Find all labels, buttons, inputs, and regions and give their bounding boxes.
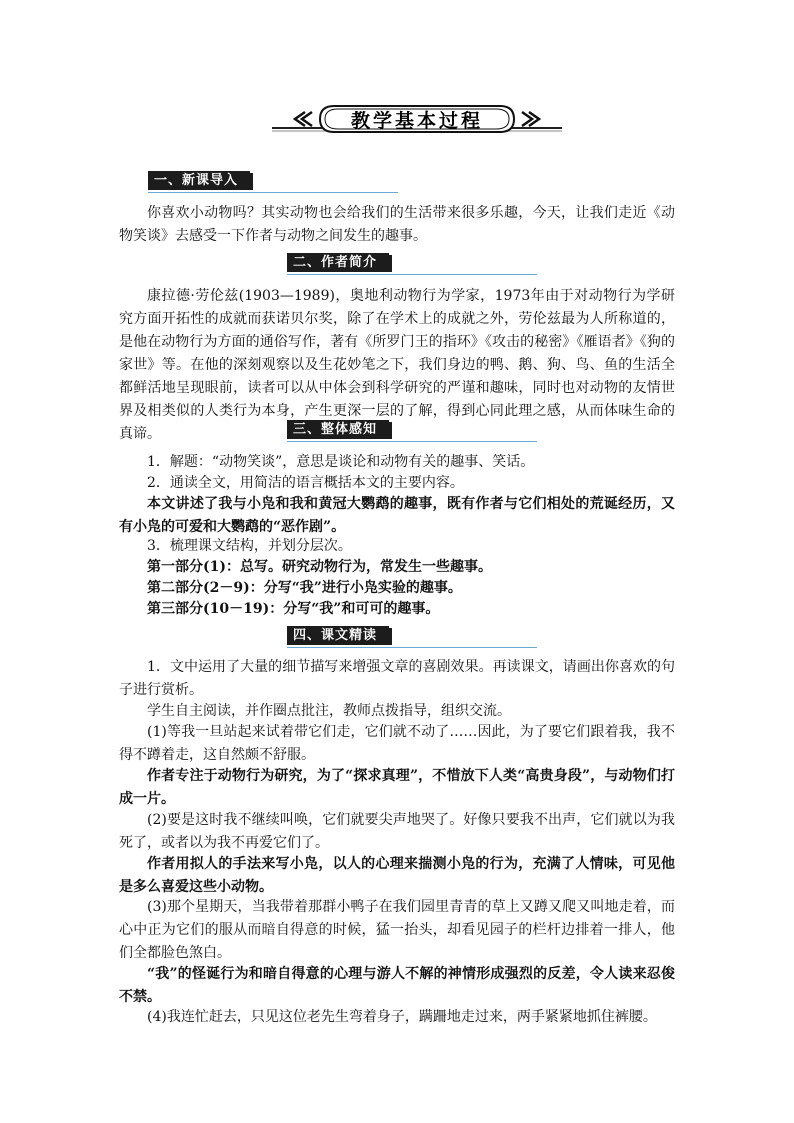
intro-paragraph: 你喜欢小动物吗？其实动物也会给我们的生活带来很多乐趣，今天，让我们走近《动物笑谈》去感受一下作者与动物之间发生的趣事。 [119, 205, 675, 244]
quote-1: (1)等我一旦站起来试着带它们走，它们就不动了……因此，为了要它们跟着我，我不得不蹲着走，这自然颇不舒服。 [119, 724, 675, 763]
section-label: 二、作者简介 [287, 253, 389, 272]
section-heading-3 [287, 420, 537, 440]
analysis-3: “我”的怪诞行为和暗自得意的心理与游人不解的神情形成强烈的反差，令人读来忍俊不禁。 [119, 966, 675, 1005]
section-bar [389, 255, 392, 272]
s3-part-1: 第一部分(1)：总写。研究动物行为，常发生一些趣事。 [147, 559, 492, 575]
section-banner [272, 100, 562, 140]
analysis-2: 作者用拟人的手法来写小凫，以人的心理来揣测小凫的行为，充满了人情味，可见他是多么喜爱这些小动物。 [119, 856, 675, 895]
s3-item-3: 3．梳理课文结构，并划分层次。 [147, 538, 352, 554]
s3-item-2-answer: 本文讲述了我与小凫和我和黄冠大鹦鹉的趣事，既有作者与它们相处的荒诞经历，又有小凫的可爱和大鹦鹉的“恶作剧”。 [119, 496, 675, 535]
section-label: 一、新课导入 [148, 171, 250, 190]
quote-4: (4)我连忙赶去，只见这位老先生弯着身子，蹒跚地走过来，两手紧紧地抓住裤腰。 [147, 1009, 657, 1025]
analysis-1: 作者专注于动物行为研究，为了“探求真理”，不惜放下人类“高贵身段”，与动物们打成一片。 [119, 768, 675, 807]
section-bar [250, 173, 253, 190]
section-heading-1 [148, 171, 398, 191]
section-rule [287, 647, 537, 648]
section-heading-4 [287, 626, 537, 646]
section-heading-2 [287, 253, 537, 273]
section-rule [287, 274, 537, 275]
section-rule [287, 441, 537, 442]
section-label: 四、课文精读 [287, 626, 389, 645]
s3-part-3: 第三部分(10－19)：分写“我”和可可的趣事。 [147, 601, 440, 617]
s4-item-1-guide: 学生自主阅读，并作圈点批注，教师点拨指导，组织交流。 [147, 703, 511, 719]
section-rule [148, 192, 398, 193]
s3-item-1: 1．解题：“动物笑谈”，意思是谈论和动物有关的趣事、笑话。 [147, 454, 535, 470]
banner-title: 教学基本过程 [350, 110, 483, 132]
section-bar [389, 422, 392, 439]
quote-3: (3)那个星期天，当我带着那群小鸭子在我们园里青青的草上又蹲又爬又叫地走着，而心中正为它们的服从而暗自得意的时候，猛一抬头，却看见园子的栏杆边排着一排人，他们全都脸色煞白。 [119, 899, 675, 961]
section-bar [389, 628, 392, 645]
author-paragraph: 康拉德·劳伦兹(1903—1989)，奥地利动物行为学家，1973年由于对动物行为学研究方面开拓性的成就而获诺贝尔奖，除了在学术上的成就之外，劳伦兹最为人所称道的，是他在动物行为方面的通俗写作，著有《所罗门王的指环》《攻击的秘密》《雁语者》《狗的家世》等。在他的深刻观察以及生花妙笔之下，我们身边的鸭、鹅、狗、鸟、鱼的生活全都鲜活地呈现眼前，读者可以从中体会到科学研究的严谨和趣味，同时也对动物的友情世界及相类似的人类行为本身，产生更深一层的了解，得到心同此理之感，从而体味生命的真谛。 [119, 288, 675, 442]
section-label: 三、整体感知 [287, 420, 389, 439]
s4-item-1: 1．文中运用了大量的细节描写来增强文章的喜剧效果。再读课文，请画出你喜欢的句子进行赏析。 [119, 659, 675, 698]
quote-2: (2)要是这时我不继续叫唤，它们就要尖声地哭了。好像只要我不出声，它们就以为我死了，或者以为我不再爱它们了。 [119, 812, 675, 851]
s3-part-2: 第二部分(2－9)：分写“我”进行小凫实验的趣事。 [147, 580, 462, 596]
s3-item-2: 2．通读全文，用简洁的语言概括本文的主要内容。 [147, 475, 464, 491]
